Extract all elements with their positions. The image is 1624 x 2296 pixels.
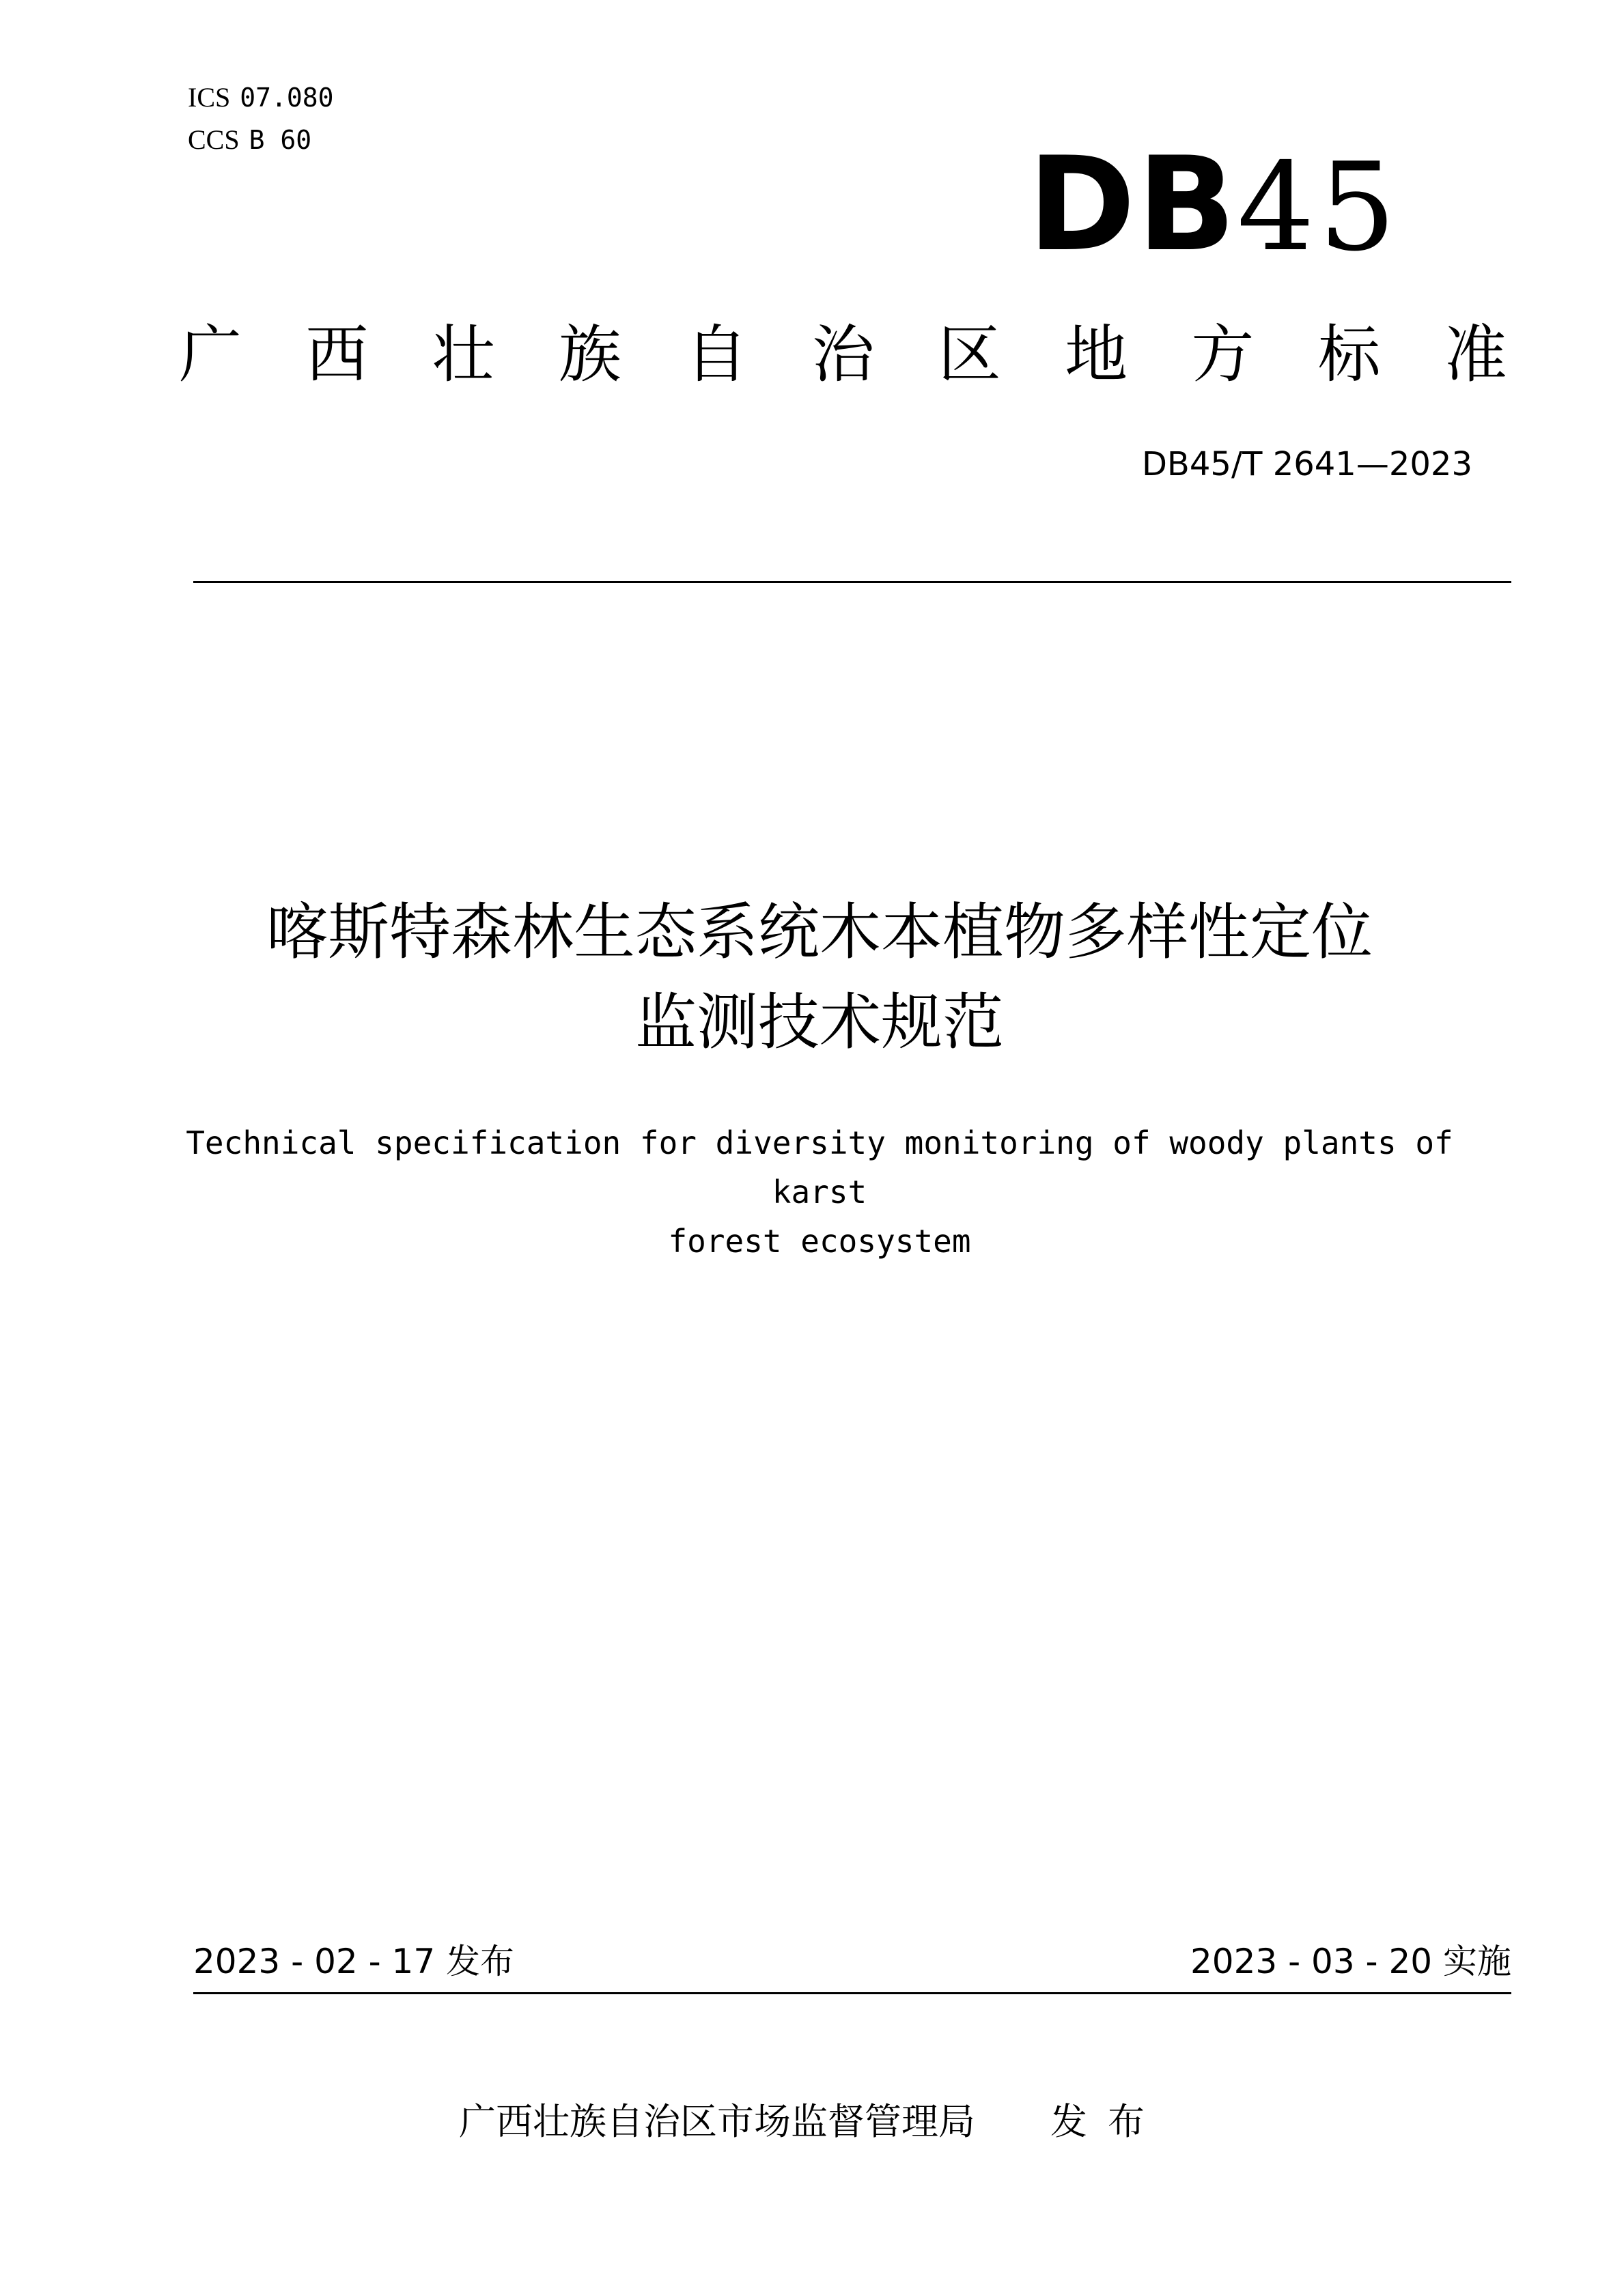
standard-type-char: 西 [305,318,369,391]
chinese-title [137,888,1502,1068]
bottom-divider [193,1992,1511,1994]
top-divider [193,581,1511,583]
logo-letters: DB [1028,129,1237,280]
standard-type-char: 标 [1317,318,1381,391]
logo-number: 45 [1237,137,1401,278]
english-title-line: Technical specification for diversity monitoring of woody plants of karst [186,1124,1453,1210]
publisher-action: 发布 [1050,2100,1165,2143]
standard-logo [1028,129,1401,280]
issue-date: 2023 - 02 - 17 发布 [193,1942,515,1981]
ics-label: ICS [188,82,231,113]
standard-type-char: 方 [1191,318,1255,391]
publisher-name: 广西壮族自治区市场监督管理局 [459,2100,975,2143]
publisher-line [0,2098,1624,2146]
english-title [137,1118,1502,1266]
ics-row [188,76,334,119]
english-title-line: forest ecosystem [668,1223,971,1260]
standard-number: DB45/T 2641—2023 [1141,445,1472,483]
standard-type-char: 准 [1444,318,1507,391]
ics-code: 07.080 [240,83,334,113]
standard-type-char: 族 [558,318,621,391]
standard-type-char: 自 [685,318,748,391]
standard-type-char: 广 [179,318,242,391]
classification-codes [188,76,334,161]
standard-type-heading [179,318,1507,391]
ccs-row [188,119,334,161]
chinese-title-line: 喀斯特森林生态系统木本植物多样性定位 [266,896,1373,968]
chinese-title-line: 监测技术规范 [635,987,1004,1058]
standard-type-char: 区 [938,318,1001,391]
standard-type-char: 治 [811,318,875,391]
standard-type-char: 地 [1065,318,1128,391]
ccs-code: B 60 [249,125,312,155]
ccs-label: CCS [188,124,240,155]
implementation-date: 2023 - 03 - 20 实施 [1190,1942,1511,1981]
standard-type-char: 壮 [432,318,495,391]
